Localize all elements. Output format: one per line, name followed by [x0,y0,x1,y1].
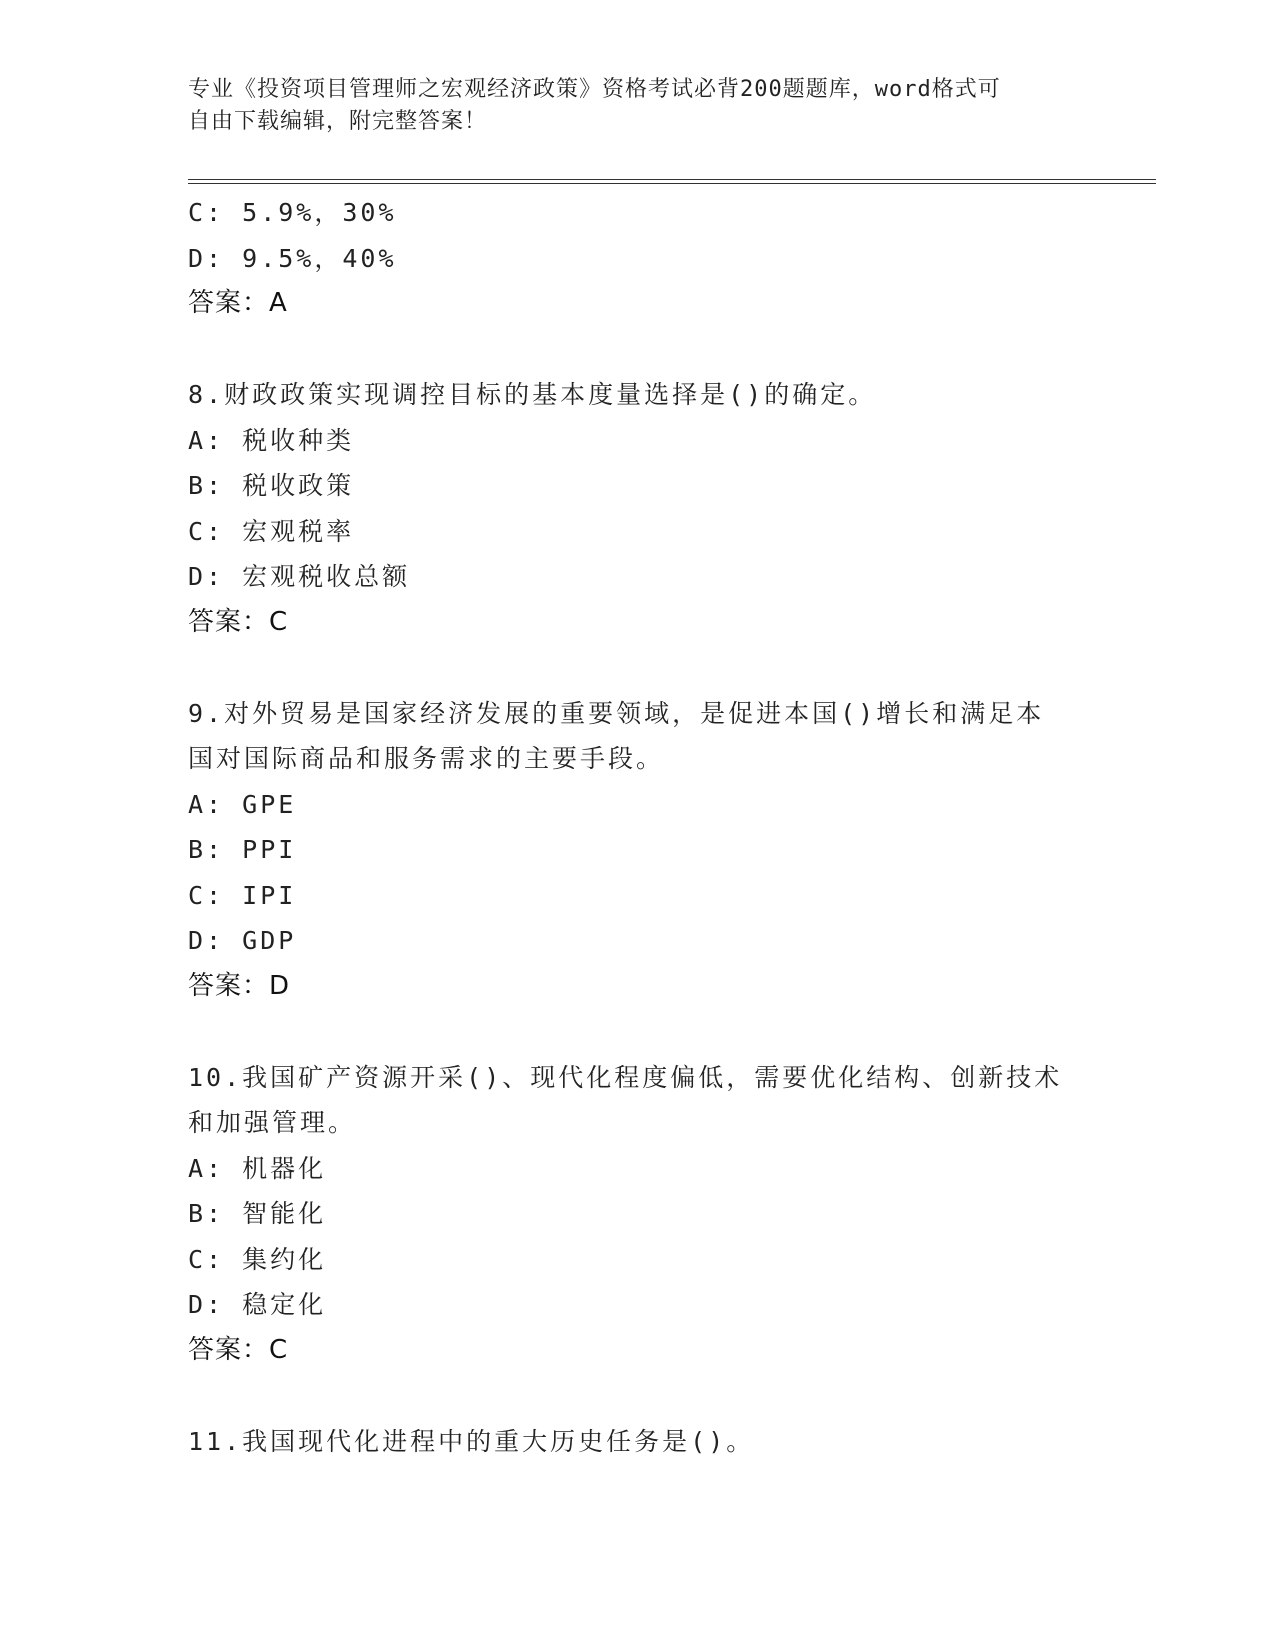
document-header [188,74,1068,138]
answer-line: 答案：C [188,606,289,637]
option-c: C: 宏观税率 [188,516,355,546]
question-stem-line-2: 和加强管理。 [188,1108,357,1137]
question-list [188,190,1088,1464]
option-d: D: 9.5%，40% [188,243,397,273]
question-8 [188,372,1088,645]
option-d: D: GDP [188,926,297,955]
question-stem: 11.我国现代化进程中的重大历史任务是()。 [188,1426,755,1456]
question-stem-line-2: 国对国际商品和服务需求的主要手段。 [188,744,665,773]
question-stem: 8.财政政策实现调控目标的基本度量选择是()的确定。 [188,380,877,409]
spacer [188,1009,1088,1055]
option-b: B: 智能化 [188,1199,327,1228]
header-divider-bottom [188,183,1156,184]
question-7-tail [188,190,1088,327]
option-b: B: PPI [188,835,297,864]
option-a: A: 机器化 [188,1153,327,1183]
header-divider-top [188,179,1156,180]
question-9 [188,691,1088,1010]
option-c: C: IPI [188,880,297,910]
question-stem-line-1: 9.对外贸易是国家经济发展的重要领域，是促进本国()增长和满足本 [188,698,1045,728]
option-c: C: 5.9%，30% [188,198,397,227]
answer-line: 答案：D [188,970,291,1001]
answer-line: 答案：A [188,288,288,318]
question-10 [188,1055,1088,1374]
option-a: A: 税收种类 [188,425,355,455]
spacer [188,645,1088,691]
answer-line: 答案：C [188,1334,289,1365]
option-a: A: GPE [188,789,297,819]
spacer [188,327,1088,373]
option-d: D: 稳定化 [188,1290,327,1319]
option-d: D: 宏观税收总额 [188,562,411,591]
header-line-2: 自由下载编辑，附完整答案！ [188,109,488,134]
question-11 [188,1419,1088,1465]
option-b: B: 税收政策 [188,471,355,500]
option-c: C: 集约化 [188,1244,327,1274]
question-stem-line-1: 10.我国矿产资源开采()、现代化程度偏低，需要优化结构、创新技术 [188,1062,1063,1092]
spacer [188,1373,1088,1419]
header-line-1: 专业《投资项目管理师之宏观经济政策》资格考试必背200题题库，word格式可 [188,77,1001,102]
